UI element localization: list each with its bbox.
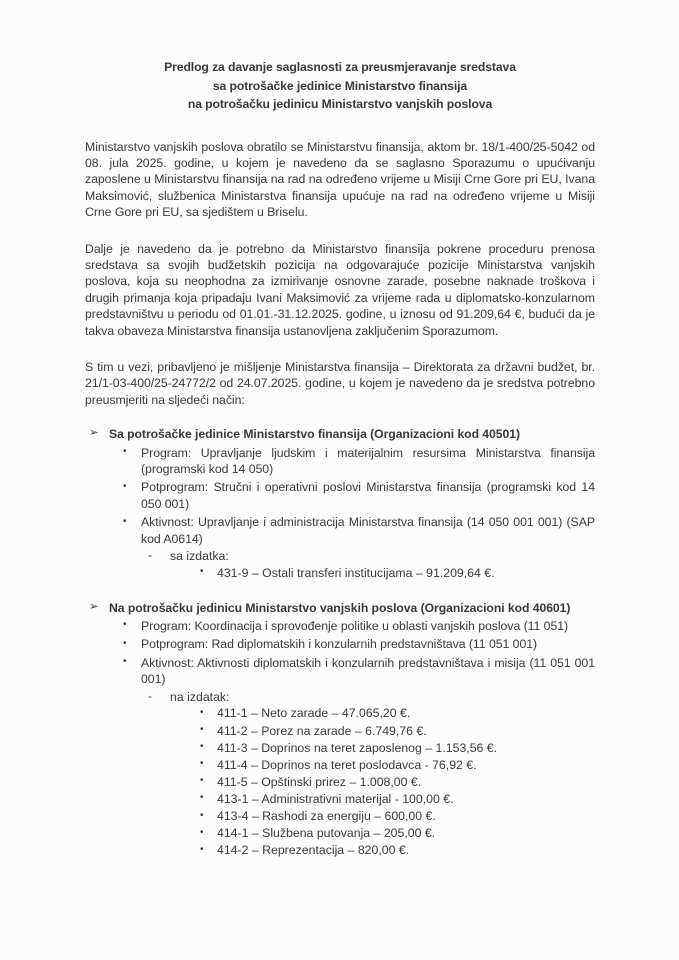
dot-bullet-icon: • [123, 446, 127, 458]
list-item [85, 705, 595, 722]
expenditure-line: 414-2 – Reprezentacija – 820,00 €. [217, 843, 410, 858]
list-item [85, 808, 595, 825]
dot-bullet-icon: • [200, 775, 204, 787]
section-heading-text: Na potrošačku jedinicu Ministarstvo vanjskih poslova (Organizacioni kod 40601) [109, 600, 571, 615]
dash-bullet-icon: - [148, 548, 152, 563]
dot-bullet-icon: • [200, 706, 204, 718]
dot-bullet-icon: • [200, 792, 204, 804]
list-item [85, 757, 595, 774]
dot-bullet-icon: • [123, 637, 127, 649]
dot-bullet-icon: • [200, 724, 204, 736]
dot-bullet-icon: • [200, 758, 204, 770]
list-item [85, 740, 595, 757]
list-item [85, 514, 595, 547]
dot-bullet-icon: • [200, 809, 204, 821]
arrow-bullet-icon: ➢ [89, 600, 99, 613]
paragraph-2: Dalje je navedeno da je potrebno da Ministarstvo finansija pokrene proceduru prenosa sredstava sa svojih budžetskih pozicija na odgovarajuće pozicije Ministarstva vanjskih poslova, koja su neophodna za izmirivanje osnovne zarade, posebne naknade troškova i drugih primanja koja pripadaju Ivani Maksimović za vrijeme rada u diplomatsko-konzularnom predstavništvu u periodu od 01.01.-31.12.2025. godine, u iznosu od 91.209,64 €, budući da je takva obaveza Ministarstva finansija ustanovljena zaključenim Sporazumom. [85, 241, 595, 338]
expenditure-line: 413-4 – Rashodi za energiju – 600,00 €. [217, 809, 436, 824]
dot-bullet-icon: • [200, 843, 204, 855]
page-title [85, 58, 595, 114]
arrow-bullet-icon: ➢ [89, 427, 99, 440]
list-item-label: Potprogram: Stručni i operativni poslovi Ministarstva finansija (programski kod 14 050 001) [141, 480, 595, 511]
expenditure-line: 411-3 – Doprinos na teret zaposlenog – 1.153,56 €. [217, 740, 498, 755]
expenditure-line: 411-4 – Doprinos na teret poslodavca - 76,92 €. [217, 757, 477, 772]
section-heading [85, 600, 595, 616]
list-item [85, 655, 595, 688]
sub-list-label [85, 689, 595, 705]
list-item [85, 791, 595, 808]
list-item [85, 825, 595, 842]
sub-list-label [85, 548, 595, 564]
expenditure-line: 414-1 – Službena putovanja – 205,00 €. [217, 826, 436, 841]
list-item [85, 636, 595, 652]
expenditure-line: 411-1 – Neto zarade – 47.065,20 €. [217, 706, 411, 721]
expenditure-line: 431-9 – Ostali transferi institucijama – 91.209,64 €. [217, 565, 495, 580]
list-item-label: Program: Upravljanje ljudskim i materijalnim resursima Ministarstva finansija (programski kod 14 050) [141, 445, 595, 476]
list-item [85, 618, 595, 634]
dot-bullet-icon: • [123, 515, 127, 527]
dot-bullet-icon: • [123, 619, 127, 631]
list-item [85, 565, 595, 582]
dash-bullet-icon: - [148, 688, 152, 703]
list-item [85, 445, 595, 478]
section-target-unit [85, 600, 595, 859]
expenditure-line: 411-2 – Porez na zarade – 6.749,76 €. [217, 723, 427, 738]
list-item [85, 479, 595, 512]
title-line-2: sa potrošačke jedinice Ministarstvo finansija [212, 78, 468, 93]
dot-bullet-icon: • [200, 566, 204, 578]
dot-bullet-icon: • [123, 656, 127, 668]
list-item [85, 774, 595, 791]
list-item [85, 723, 595, 740]
section-source-unit [85, 426, 595, 581]
section-heading-text: Sa potrošačke jedinice Ministarstvo finansija (Organizacioni kod 40501) [109, 427, 520, 442]
section-heading [85, 426, 595, 442]
dot-bullet-icon: • [200, 741, 204, 753]
list-item-label: Aktivnost: Aktivnosti diplomatskih i konzularnih predstavništava i misija (11 051 001 001) [141, 655, 595, 687]
list-item-label: Aktivnost: Upravljanje i administracija Ministarstva finansija (14 050 001 001) (SAP kod A0614) [141, 515, 595, 546]
title-line-1: Predlog za davanje saglasnosti za preusmjeravanje sredstava [164, 60, 516, 74]
paragraph-3: S tim u vezi, pribavljeno je mišljenje Ministarstva finansija – Direktorata za državni budžet, br. 21/1-03-400/25-24772/2 od 24.07.2025. godine, u kojem je navedeno da je sredstva potrebno preusmjeriti na sljedeći način: [85, 359, 595, 407]
list-item-label: Potprogram: Rad diplomatskih i konzularnih predstavništava (11 051 001) [141, 637, 538, 652]
expenditure-line: 413-1 – Administrativni materijal - 100,00 €. [217, 791, 454, 806]
sub-list-label-text: na izdatak: [170, 689, 230, 704]
list-item-label: Program: Koordinacija i sprovođenje politike u oblasti vanjskih poslova (11 051) [141, 618, 569, 633]
list-item [85, 842, 595, 859]
sub-list-label-text: sa izdatka: [170, 549, 229, 564]
document-body [85, 0, 595, 859]
paragraph-1: Ministarstvo vanjskih poslova obratilo se Ministarstvu finansija, aktom br. 18/1-400/25-5042 od 08. jula 2025. godine, u kojem je navedeno da se saglasno Sporazumu o upućivanju zaposlene u Ministarstvu finansija na rad na određeno vrijeme u Misiji Crne Gore pri EU, Ivana Maksimović, službenica Ministarstva finansija upućuje na rad na određeno vrijeme u Misiji Crne Gore pri EU, sa sjedištem u Briselu. [85, 139, 595, 220]
dot-bullet-icon: • [123, 480, 127, 492]
title-line-3: na potrošačku jedinicu Ministarstvo vanjskih poslova [187, 97, 493, 111]
expenditure-line: 411-5 – Opštinski prirez – 1.008,00 €. [217, 774, 422, 789]
dot-bullet-icon: • [200, 826, 204, 838]
